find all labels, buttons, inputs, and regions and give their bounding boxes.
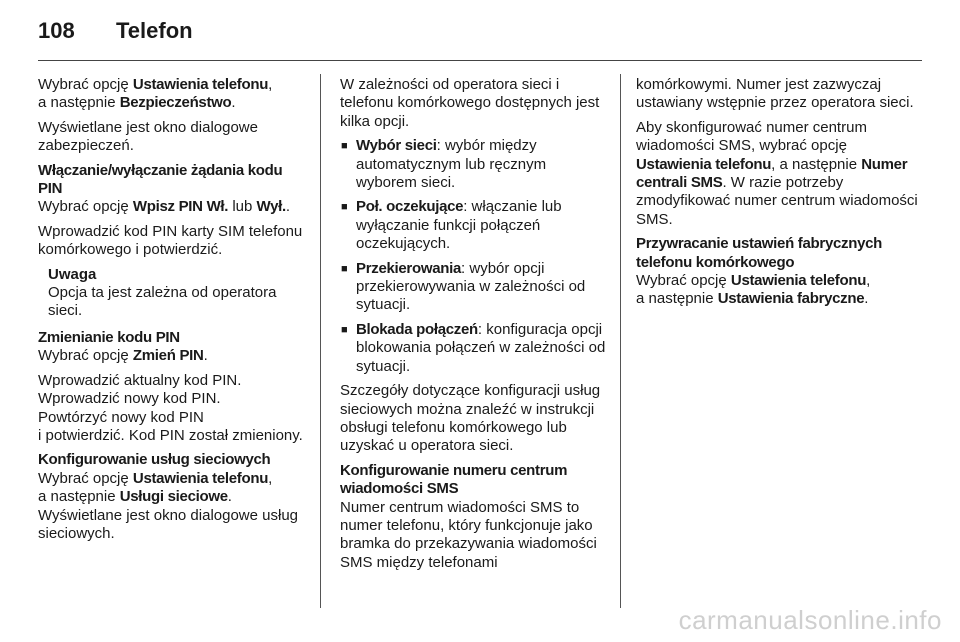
paragraph: Wprowadzić aktualny kod PIN. Wprowadzić nowy kod PIN. Powtórzyć nowy kod PIN i potwierdzić. Kod PIN został zmieniony.	[38, 371, 303, 444]
list-term: Blokada połączeń	[356, 320, 478, 338]
section-heading: Przywracanie ustawień fabrycznych telefonu komórkowego	[636, 235, 883, 271]
menu-option: Zmień PIN	[132, 347, 204, 365]
column-2	[340, 76, 610, 578]
list-item: ■ Poł. oczekujące: włączanie lub wyłączanie funkcji połączeń oczekujących.	[340, 198, 610, 253]
list-item: ■ Wybór sieci: wybór między automatycznym lub ręcznym wyborem sieci.	[340, 137, 610, 192]
paragraph: Aby skonfigurować numer centrum wiadomości SMS, wybrać opcję Ustawienia telefonu, a następnie Numer centrali SMS. W razie potrzeby zmodyfikować numer centrum wiadomości SMS.	[636, 118, 918, 228]
menu-option: Ustawienia telefonu	[730, 272, 867, 290]
menu-option: Ustawienia telefonu	[132, 469, 269, 487]
note-box	[38, 266, 310, 321]
menu-option: Usługi sieciowe	[119, 488, 228, 506]
column-1	[38, 76, 310, 549]
paragraph: W zależności od operatora sieci i telefonu komórkowego dostępnych jest kilka opcji.	[340, 76, 600, 130]
page-number: 108	[38, 18, 75, 43]
list-term: Wybór sieci	[356, 137, 437, 155]
paragraph: Wprowadzić kod PIN karty SIM telefonu komórkowego i potwierdzić.	[38, 222, 303, 259]
menu-option: Ustawienia telefonu	[132, 76, 269, 93]
paragraph: komórkowymi. Numer jest zazwyczaj ustawiany wstępnie przez operatora sieci.	[636, 76, 914, 112]
section-heading: Konfigurowanie numeru centrum wiadomości SMS	[340, 461, 568, 498]
column-divider-2	[620, 74, 621, 608]
section-heading: Włączanie/wyłączanie żądania kodu PIN	[38, 161, 283, 198]
menu-option: Ustawienia fabryczne	[717, 290, 865, 308]
list-term: Poł. oczekujące	[356, 198, 464, 216]
column-divider-1	[320, 74, 321, 608]
list-term: Przekierowania	[356, 259, 462, 277]
paragraph: Szczegóły dotyczące konfiguracji usług sieciowych można znaleźć w instrukcji obsługi telefonu komórkowego lub uzyskać u operatora sieci.	[340, 382, 601, 455]
section-heading: Konfigurowanie usług sieciowych	[38, 451, 271, 469]
paragraph: Wyświetlane jest okno dialogowe zabezpieczeń.	[38, 118, 258, 155]
menu-option: Numer centrali SMS	[636, 155, 908, 192]
column-3	[636, 76, 926, 315]
menu-option: Bezpieczeństwo	[119, 94, 232, 112]
paragraph: Wybrać opcję Ustawienia telefonu, a następnie Bezpieczeństwo.	[38, 76, 273, 112]
section: Zmienianie kodu PIN Wybrać opcję Zmień PIN.	[38, 329, 310, 366]
header-rule	[38, 60, 922, 61]
section: Włączanie/wyłączanie żądania kodu PIN Wybrać opcję Wpisz PIN Wł. lub Wył..	[38, 162, 310, 217]
page-title: Telefon	[116, 18, 193, 43]
list-item: ■ Blokada połączeń: konfiguracja opcji blokowania połączeń w zależności od sytuacji.	[340, 321, 610, 376]
section-heading: Zmienianie kodu PIN	[38, 328, 180, 346]
page-header	[38, 18, 193, 48]
menu-option: Wpisz PIN Wł.	[132, 198, 229, 216]
section: Konfigurowanie numeru centrum wiadomości SMS Numer centrum wiadomości SMS to numer telefonu, który funkcjonuje jako bramka do przekazywania wiadomości SMS między telefonami	[340, 462, 610, 572]
watermark: carmanualsonline.info	[678, 605, 942, 635]
note-text: Opcja ta jest zależna od operatora sieci.	[48, 284, 277, 320]
menu-option: Wył.	[256, 198, 286, 216]
note-title: Uwaga	[48, 265, 97, 283]
list-item: ■ Przekierowania: wybór opcji przekierowywania w zależności od sytuacji.	[340, 260, 610, 315]
section: Przywracanie ustawień fabrycznych telefonu komórkowego Wybrać opcję Ustawienia telefonu, a następnie Ustawienia fabryczne.	[636, 235, 926, 309]
menu-option: Ustawienia telefonu	[636, 155, 772, 173]
section: Konfigurowanie usług sieciowych Wybrać opcję Ustawienia telefonu, a następnie Usługi sieciowe. Wyświetlane jest okno dialogowe usług sieciowych.	[38, 451, 310, 543]
